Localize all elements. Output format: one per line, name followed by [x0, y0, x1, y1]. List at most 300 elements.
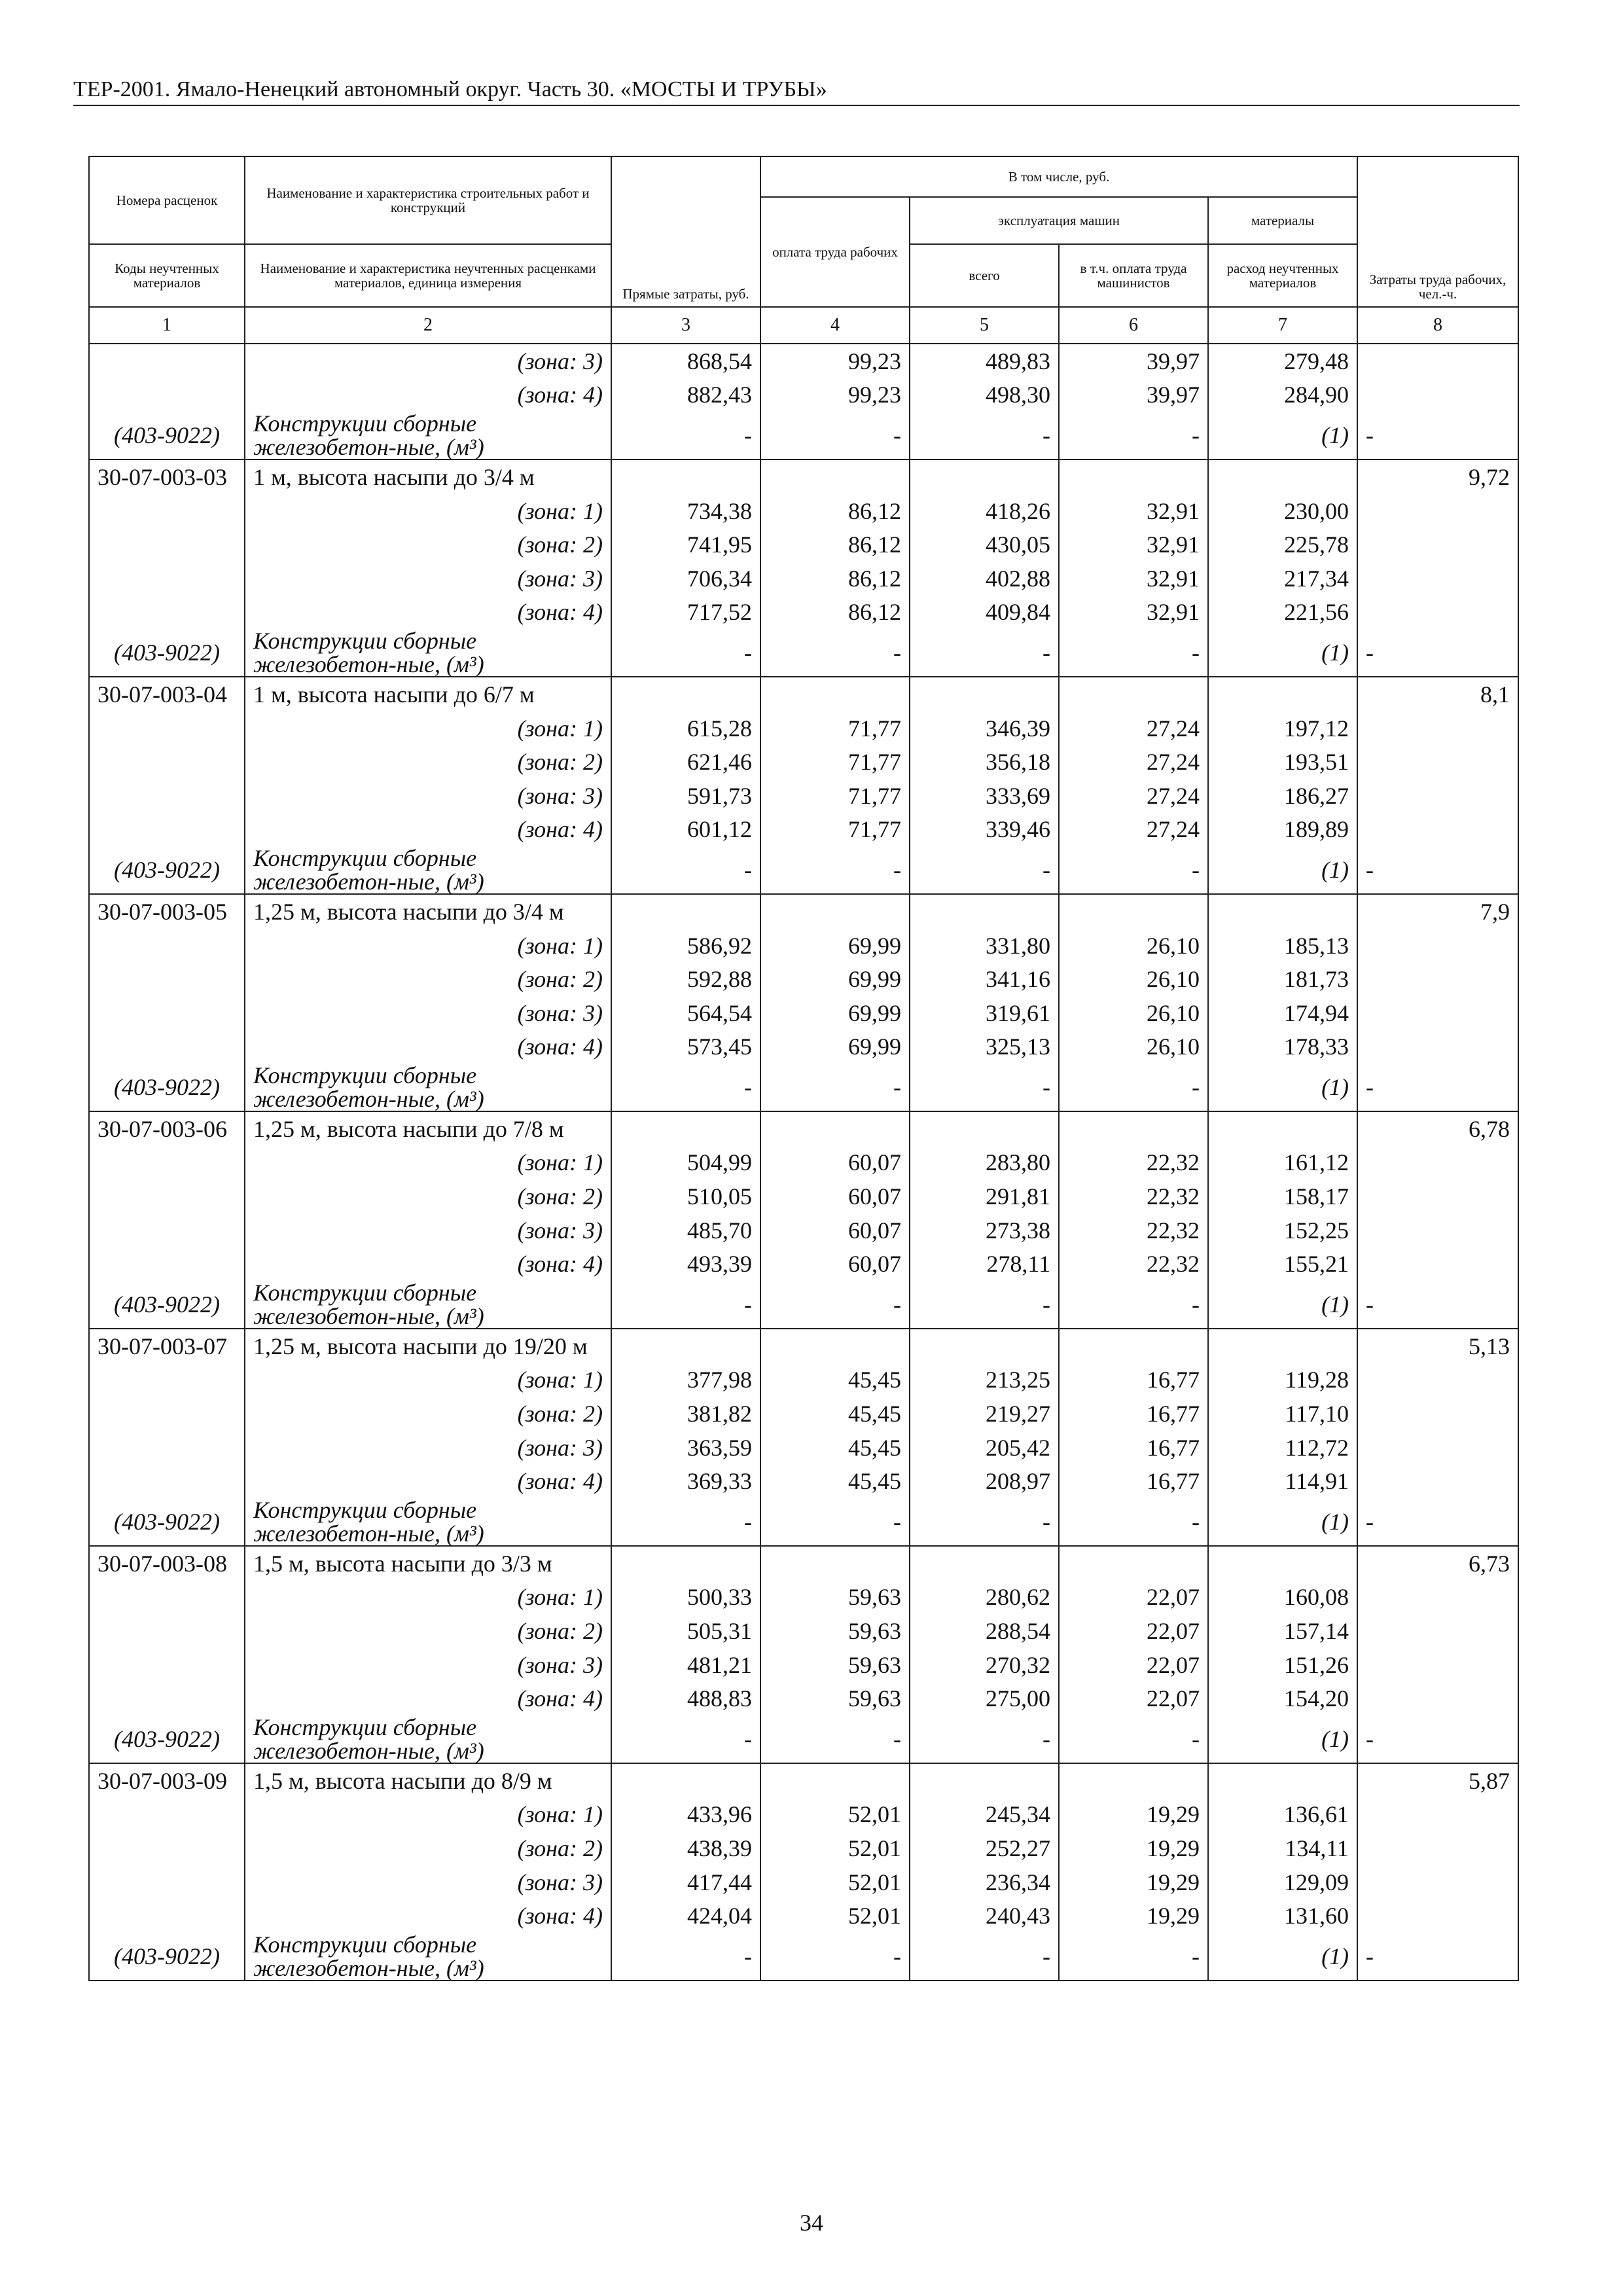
- machinist-pay: 26,10: [1059, 962, 1208, 996]
- materials-cost: 152,25: [1208, 1213, 1357, 1247]
- direct-cost: 500,33: [611, 1581, 760, 1615]
- rate-title: 1,25 м, высота насыпи до 7/8 м: [245, 1111, 611, 1146]
- empty-cell: [760, 677, 910, 711]
- materials-cost: 189,89: [1208, 813, 1357, 847]
- labor-cell: [1357, 962, 1518, 996]
- zone-label: (зона: 3): [245, 779, 611, 813]
- material-name: Конструкции сборные железобетон-ные, (м³): [245, 1498, 611, 1546]
- labor-cell: [1357, 1213, 1518, 1247]
- rate-title-row: [89, 1763, 1518, 1798]
- zone-label: (зона: 2): [245, 1397, 611, 1431]
- materials-cost: 154,20: [1208, 1681, 1357, 1715]
- empty-cell: [910, 1111, 1059, 1146]
- zone-label: (зона: 3): [245, 562, 611, 596]
- zone-label: (зона: 2): [245, 1179, 611, 1213]
- material-dash: -: [760, 1715, 910, 1763]
- rate-title: 1,25 м, высота насыпи до 3/4 м: [245, 894, 611, 929]
- worker-pay: 45,45: [760, 1431, 910, 1465]
- materials-cost: 155,21: [1208, 1247, 1357, 1281]
- machinist-pay: 19,29: [1059, 1831, 1208, 1865]
- zone-row: [89, 711, 1518, 745]
- labor-cell: [1357, 929, 1518, 963]
- material-dash: -: [1059, 1933, 1208, 1981]
- code-cell: [89, 745, 245, 779]
- zone-row: [89, 996, 1518, 1030]
- zone-row: [89, 1831, 1518, 1865]
- labor-cell: [1357, 779, 1518, 813]
- machinist-pay: 27,24: [1059, 745, 1208, 779]
- labor-cell: [1357, 1146, 1518, 1180]
- zone-row: [89, 929, 1518, 963]
- machinist-pay: 22,32: [1059, 1213, 1208, 1247]
- material-dash: -: [1357, 412, 1518, 459]
- direct-cost: 433,96: [611, 1798, 760, 1832]
- labor-cell: [1357, 1363, 1518, 1397]
- direct-cost: 868,54: [611, 344, 760, 378]
- zone-label: (зона: 3): [245, 1648, 611, 1682]
- table-header: [89, 156, 1518, 344]
- material-qty: (1): [1208, 1064, 1357, 1111]
- machines-total: 331,80: [910, 929, 1059, 963]
- materials-cost: 114,91: [1208, 1464, 1357, 1498]
- labor-cost: 6,78: [1357, 1111, 1518, 1146]
- empty-cell: [910, 677, 1059, 711]
- rate-title-row: [89, 894, 1518, 929]
- material-dash: -: [1059, 1715, 1208, 1763]
- zone-row: [89, 344, 1518, 378]
- col-number: 6: [1059, 307, 1208, 344]
- machinist-pay: 27,24: [1059, 779, 1208, 813]
- empty-cell: [1208, 1546, 1357, 1581]
- worker-pay: 60,07: [760, 1247, 910, 1281]
- empty-cell: [760, 1111, 910, 1146]
- material-dash: -: [910, 629, 1059, 677]
- empty-cell: [1059, 677, 1208, 711]
- machinist-pay: 27,24: [1059, 711, 1208, 745]
- material-qty: (1): [1208, 629, 1357, 677]
- rate-code: 30-07-003-04: [89, 677, 245, 711]
- worker-pay: 71,77: [760, 711, 910, 745]
- material-dash: -: [760, 1281, 910, 1329]
- empty-cell: [1208, 894, 1357, 929]
- machines-total: 346,39: [910, 711, 1059, 745]
- zone-label: (зона: 2): [245, 1831, 611, 1865]
- materials-cost: 186,27: [1208, 779, 1357, 813]
- zone-label: (зона: 3): [245, 344, 611, 378]
- code-cell: [89, 596, 245, 630]
- rate-title-row: [89, 677, 1518, 711]
- empty-cell: [1059, 1546, 1208, 1581]
- direct-cost: 505,31: [611, 1614, 760, 1648]
- material-dash: -: [910, 412, 1059, 459]
- material-dash: -: [611, 1281, 760, 1329]
- empty-cell: [1208, 1763, 1357, 1798]
- empty-cell: [910, 459, 1059, 494]
- material-qty: (1): [1208, 1715, 1357, 1763]
- labor-cell: [1357, 996, 1518, 1030]
- machines-total: 402,88: [910, 562, 1059, 596]
- worker-pay: 60,07: [760, 1213, 910, 1247]
- empty-cell: [1059, 894, 1208, 929]
- rate-title: 1,5 м, высота насыпи до 3/3 м: [245, 1546, 611, 1581]
- materials-cost: 136,61: [1208, 1798, 1357, 1832]
- col-number: 4: [760, 307, 910, 344]
- direct-cost: 510,05: [611, 1179, 760, 1213]
- code-cell: [89, 1363, 245, 1397]
- machinist-pay: 39,97: [1059, 344, 1208, 378]
- zone-row: [89, 596, 1518, 630]
- materials-cost: 134,11: [1208, 1831, 1357, 1865]
- labor-cell: [1357, 1030, 1518, 1064]
- worker-pay: 71,77: [760, 745, 910, 779]
- labor-cell: [1357, 494, 1518, 528]
- machines-total: 418,26: [910, 494, 1059, 528]
- code-cell: [89, 494, 245, 528]
- rate-title: 1 м, высота насыпи до 6/7 м: [245, 677, 611, 711]
- col3-header: Прямые затраты, руб.: [611, 156, 760, 307]
- machinist-pay: 22,32: [1059, 1146, 1208, 1180]
- labor-cell: [1357, 813, 1518, 847]
- material-row: [89, 412, 1518, 459]
- worker-pay: 60,07: [760, 1179, 910, 1213]
- col-number: 7: [1208, 307, 1357, 344]
- machines-total: 208,97: [910, 1464, 1059, 1498]
- code-cell: [89, 996, 245, 1030]
- machinist-pay: 39,97: [1059, 378, 1208, 412]
- material-dash: -: [1357, 629, 1518, 677]
- rates-table: [88, 156, 1519, 1981]
- labor-cell: [1357, 1581, 1518, 1615]
- code-cell: [89, 1146, 245, 1180]
- materials-cost: 193,51: [1208, 745, 1357, 779]
- labor-cell: [1357, 745, 1518, 779]
- direct-cost: 363,59: [611, 1431, 760, 1465]
- machines-total: 236,34: [910, 1865, 1059, 1899]
- machinist-pay: 22,07: [1059, 1681, 1208, 1715]
- zone-label: (зона: 4): [245, 1464, 611, 1498]
- worker-pay: 52,01: [760, 1831, 910, 1865]
- machinist-pay: 27,24: [1059, 813, 1208, 847]
- machines-total: 245,34: [910, 1798, 1059, 1832]
- rate-title-row: [89, 1329, 1518, 1363]
- material-name: Конструкции сборные железобетон-ные, (м³): [245, 1064, 611, 1111]
- code-cell: [89, 813, 245, 847]
- zone-row: [89, 562, 1518, 596]
- empty-cell: [611, 459, 760, 494]
- machines-total: 205,42: [910, 1431, 1059, 1465]
- labor-cell: [1357, 1179, 1518, 1213]
- col8-header: Затраты труда рабочих, чел.-ч.: [1357, 156, 1518, 307]
- zone-label: (зона: 1): [245, 929, 611, 963]
- material-dash: -: [1357, 846, 1518, 894]
- col-number: 2: [245, 307, 611, 344]
- material-dash: -: [1357, 1933, 1518, 1981]
- col2-bottom-header: Наименование и характеристика неучтенных расценками материалов, единица измерения: [245, 244, 611, 307]
- labor-cell: [1357, 344, 1518, 378]
- material-dash: -: [1059, 629, 1208, 677]
- table-body: [89, 344, 1518, 1981]
- material-name: Конструкции сборные железобетон-ные, (м³): [245, 1715, 611, 1763]
- material-code: (403-9022): [89, 846, 245, 894]
- materials-cost: 221,56: [1208, 596, 1357, 630]
- material-dash: -: [611, 1498, 760, 1546]
- materials-cost: 160,08: [1208, 1581, 1357, 1615]
- machinist-pay: 26,10: [1059, 1030, 1208, 1064]
- machines-total: 489,83: [910, 344, 1059, 378]
- labor-cell: [1357, 1247, 1518, 1281]
- zone-label: (зона: 4): [245, 1030, 611, 1064]
- code-cell: [89, 1431, 245, 1465]
- col6-header: в т.ч. оплата труда машинистов: [1059, 244, 1208, 307]
- code-cell: [89, 562, 245, 596]
- machinist-pay: 19,29: [1059, 1899, 1208, 1933]
- zone-row: [89, 1681, 1518, 1715]
- zone-label: (зона: 3): [245, 1213, 611, 1247]
- empty-cell: [611, 1546, 760, 1581]
- rate-code: 30-07-003-05: [89, 894, 245, 929]
- zone-label: (зона: 1): [245, 494, 611, 528]
- empty-cell: [910, 1546, 1059, 1581]
- materials-cost: 181,73: [1208, 962, 1357, 996]
- machines-total: 273,38: [910, 1213, 1059, 1247]
- materials-cost: 131,60: [1208, 1899, 1357, 1933]
- worker-pay: 45,45: [760, 1464, 910, 1498]
- zone-label: (зона: 1): [245, 711, 611, 745]
- code-cell: [89, 779, 245, 813]
- material-dash: -: [910, 1933, 1059, 1981]
- zone-label: (зона: 2): [245, 745, 611, 779]
- zone-label: (зона: 1): [245, 1363, 611, 1397]
- rate-title: 1 м, высота насыпи до 3/4 м: [245, 459, 611, 494]
- col7-header: расход неучтенных материалов: [1208, 244, 1357, 307]
- labor-cell: [1357, 596, 1518, 630]
- materials-cost: 217,34: [1208, 562, 1357, 596]
- zone-label: (зона: 1): [245, 1581, 611, 1615]
- code-cell: [89, 528, 245, 562]
- materials-cost: 284,90: [1208, 378, 1357, 412]
- material-dash: -: [611, 629, 760, 677]
- machines-total: 356,18: [910, 745, 1059, 779]
- material-row: [89, 1933, 1518, 1981]
- labor-cost: 9,72: [1357, 459, 1518, 494]
- direct-cost: 564,54: [611, 996, 760, 1030]
- code-cell: [89, 962, 245, 996]
- worker-pay: 86,12: [760, 494, 910, 528]
- zone-label: (зона: 2): [245, 962, 611, 996]
- machinist-pay: 22,32: [1059, 1179, 1208, 1213]
- empty-cell: [1208, 1111, 1357, 1146]
- empty-cell: [611, 1763, 760, 1798]
- worker-pay: 52,01: [760, 1865, 910, 1899]
- zone-row: [89, 1464, 1518, 1498]
- direct-cost: 741,95: [611, 528, 760, 562]
- labor-cell: [1357, 1865, 1518, 1899]
- col2-top-header: Наименование и характеристика строительных работ и конструкций: [245, 156, 611, 244]
- direct-cost: 417,44: [611, 1865, 760, 1899]
- code-cell: [89, 1798, 245, 1832]
- material-dash: -: [611, 412, 760, 459]
- machines-header: эксплуатация машин: [910, 197, 1208, 244]
- material-dash: -: [611, 1933, 760, 1981]
- zone-label: (зона: 2): [245, 528, 611, 562]
- zone-label: (зона: 4): [245, 596, 611, 630]
- empty-cell: [760, 894, 910, 929]
- material-dash: -: [1059, 1498, 1208, 1546]
- rate-code: 30-07-003-03: [89, 459, 245, 494]
- code-cell: [89, 1213, 245, 1247]
- material-code: (403-9022): [89, 1064, 245, 1111]
- labor-cell: [1357, 378, 1518, 412]
- rate-title: 1,5 м, высота насыпи до 8/9 м: [245, 1763, 611, 1798]
- code-cell: [89, 1899, 245, 1933]
- zone-row: [89, 1798, 1518, 1832]
- zone-row: [89, 1581, 1518, 1615]
- zone-row: [89, 378, 1518, 412]
- labor-cell: [1357, 1681, 1518, 1715]
- machines-total: 333,69: [910, 779, 1059, 813]
- zone-label: (зона: 1): [245, 1798, 611, 1832]
- labor-cost: 7,9: [1357, 894, 1518, 929]
- zone-row: [89, 1899, 1518, 1933]
- direct-cost: 591,73: [611, 779, 760, 813]
- zone-row: [89, 1431, 1518, 1465]
- materials-cost: 178,33: [1208, 1030, 1357, 1064]
- materials-cost: 158,17: [1208, 1179, 1357, 1213]
- worker-pay: 45,45: [760, 1363, 910, 1397]
- worker-pay: 69,99: [760, 1030, 910, 1064]
- material-code: (403-9022): [89, 1498, 245, 1546]
- labor-cost: 5,13: [1357, 1329, 1518, 1363]
- materials-cost: 151,26: [1208, 1648, 1357, 1682]
- materials-cost: 230,00: [1208, 494, 1357, 528]
- material-dash: -: [1357, 1715, 1518, 1763]
- material-qty: (1): [1208, 846, 1357, 894]
- material-code: (403-9022): [89, 1933, 245, 1981]
- machines-total: 280,62: [910, 1581, 1059, 1615]
- worker-pay: 59,63: [760, 1614, 910, 1648]
- empty-cell: [1059, 1763, 1208, 1798]
- material-dash: -: [910, 1064, 1059, 1111]
- material-row: [89, 1498, 1518, 1546]
- machinist-pay: 16,77: [1059, 1397, 1208, 1431]
- rate-title-row: [89, 1546, 1518, 1581]
- material-dash: -: [611, 1064, 760, 1111]
- zone-label: (зона: 4): [245, 813, 611, 847]
- code-cell: [89, 711, 245, 745]
- machinist-pay: 16,77: [1059, 1464, 1208, 1498]
- code-cell: [89, 378, 245, 412]
- material-name: Конструкции сборные железобетон-ные, (м³): [245, 846, 611, 894]
- worker-pay: 59,63: [760, 1681, 910, 1715]
- materials-header: материалы: [1208, 197, 1357, 244]
- empty-cell: [910, 1763, 1059, 1798]
- material-dash: -: [760, 412, 910, 459]
- page-header: ТЕР-2001. Ямало-Ненецкий автономный округ. Часть 30. «МОСТЫ И ТРУБЫ»: [73, 75, 1520, 106]
- machinist-pay: 22,07: [1059, 1581, 1208, 1615]
- code-cell: [89, 929, 245, 963]
- machines-total: 339,46: [910, 813, 1059, 847]
- materials-cost: 129,09: [1208, 1865, 1357, 1899]
- machinist-pay: 26,10: [1059, 996, 1208, 1030]
- material-qty: (1): [1208, 1281, 1357, 1329]
- machinist-pay: 19,29: [1059, 1865, 1208, 1899]
- machines-total: 283,80: [910, 1146, 1059, 1180]
- code-cell: [89, 1681, 245, 1715]
- material-dash: -: [1357, 1064, 1518, 1111]
- direct-cost: 717,52: [611, 596, 760, 630]
- zone-row: [89, 1397, 1518, 1431]
- empty-cell: [760, 459, 910, 494]
- material-row: [89, 1064, 1518, 1111]
- direct-cost: 377,98: [611, 1363, 760, 1397]
- code-cell: [89, 1865, 245, 1899]
- material-name: Конструкции сборные железобетон-ные, (м³): [245, 1281, 611, 1329]
- materials-cost: 112,72: [1208, 1431, 1357, 1465]
- direct-cost: 488,83: [611, 1681, 760, 1715]
- code-cell: [89, 1648, 245, 1682]
- labor-cost: 5,87: [1357, 1763, 1518, 1798]
- machines-total: 278,11: [910, 1247, 1059, 1281]
- worker-pay: 86,12: [760, 528, 910, 562]
- machinist-pay: 32,91: [1059, 562, 1208, 596]
- zone-label: (зона: 1): [245, 1146, 611, 1180]
- labor-cell: [1357, 1831, 1518, 1865]
- zone-label: (зона: 4): [245, 378, 611, 412]
- machines-total: 409,84: [910, 596, 1059, 630]
- empty-cell: [1059, 459, 1208, 494]
- machines-total: 240,43: [910, 1899, 1059, 1933]
- worker-pay: 69,99: [760, 929, 910, 963]
- worker-pay: 52,01: [760, 1798, 910, 1832]
- material-row: [89, 1715, 1518, 1763]
- code-cell: [89, 1464, 245, 1498]
- material-dash: -: [1059, 412, 1208, 459]
- labor-cost: 6,73: [1357, 1546, 1518, 1581]
- material-dash: -: [611, 1715, 760, 1763]
- materials-cost: 161,12: [1208, 1146, 1357, 1180]
- material-row: [89, 846, 1518, 894]
- empty-cell: [611, 1111, 760, 1146]
- empty-cell: [760, 1329, 910, 1363]
- code-cell: [89, 1397, 245, 1431]
- zone-row: [89, 813, 1518, 847]
- material-name: Конструкции сборные железобетон-ные, (м³): [245, 629, 611, 677]
- machines-total: 288,54: [910, 1614, 1059, 1648]
- machines-total: 341,16: [910, 962, 1059, 996]
- materials-cost: 119,28: [1208, 1363, 1357, 1397]
- worker-pay: 69,99: [760, 996, 910, 1030]
- zone-label: (зона: 4): [245, 1247, 611, 1281]
- worker-pay: 71,77: [760, 779, 910, 813]
- empty-cell: [1059, 1111, 1208, 1146]
- materials-cost: 279,48: [1208, 344, 1357, 378]
- material-row: [89, 1281, 1518, 1329]
- labor-cell: [1357, 1431, 1518, 1465]
- material-dash: -: [760, 846, 910, 894]
- zone-row: [89, 779, 1518, 813]
- labor-cell: [1357, 711, 1518, 745]
- machines-total: 319,61: [910, 996, 1059, 1030]
- code-cell: [89, 1614, 245, 1648]
- machinist-pay: 26,10: [1059, 929, 1208, 963]
- materials-cost: 157,14: [1208, 1614, 1357, 1648]
- rate-title-row: [89, 459, 1518, 494]
- col-number: 8: [1357, 307, 1518, 344]
- machines-total: 213,25: [910, 1363, 1059, 1397]
- direct-cost: 481,21: [611, 1648, 760, 1682]
- zone-row: [89, 1865, 1518, 1899]
- code-cell: [89, 1179, 245, 1213]
